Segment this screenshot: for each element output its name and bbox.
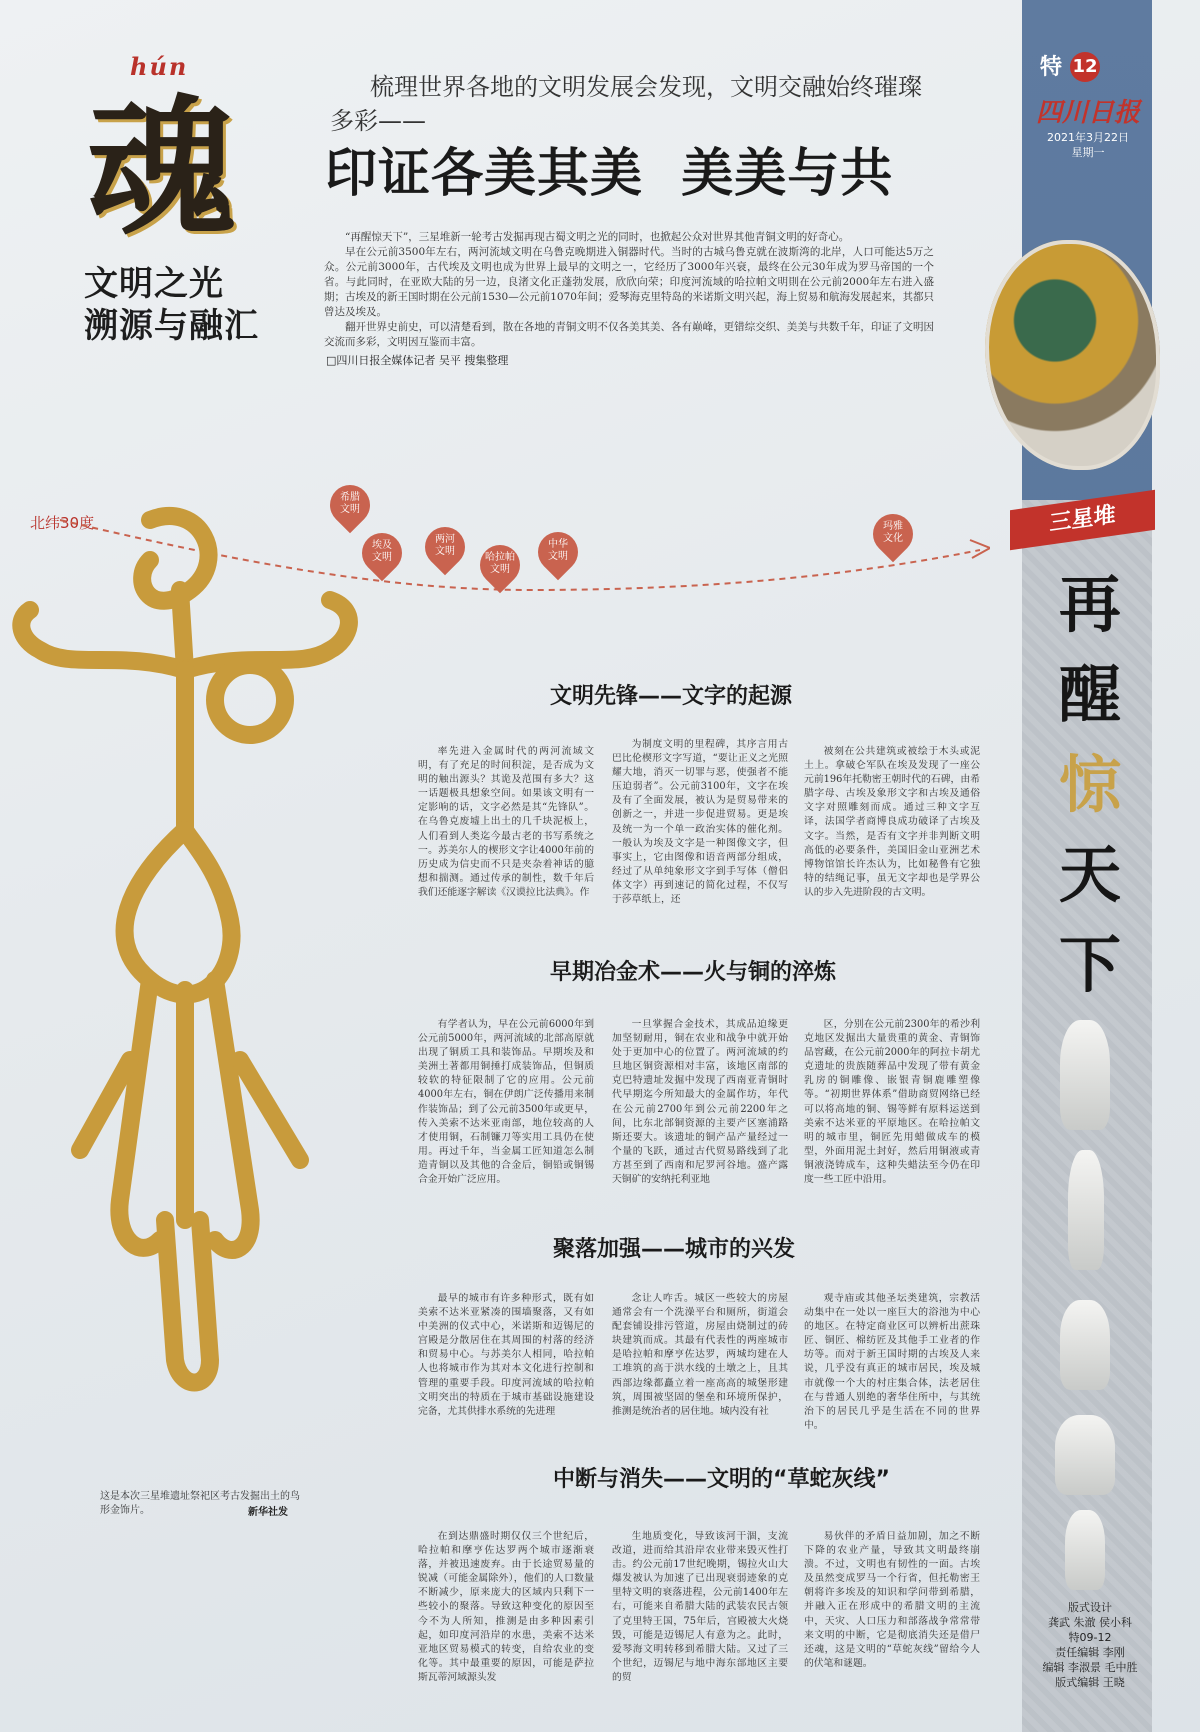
sanxingdui-tag: 三星堆 [1010, 490, 1155, 550]
kicker: 梳理世界各地的文明发展会发现，文明交融始终璀璨多彩—— [330, 73, 922, 135]
section-heading: 聚落加强——城市的兴发 [553, 1237, 796, 1262]
section-column [804, 1018, 980, 1187]
credit-line: 特09-12 [1068, 1631, 1112, 1644]
vertical-title [1050, 560, 1130, 1010]
lede-paragraph: 早在公元前3500年左右，两河流域文明在乌鲁克晚期进入铜器时代。当时的古城乌鲁克就在波斯湾的北岸，人口可能达5万之众。公元前3000年，古代埃及文明也成为世界上最早的文明之一，它经历了3000年兴衰，最终在公元30年成为罗马帝国的一个省。与此同时，在亚欧大陆的另一边，良渚文化正蓬勃发展，欣欣向荣；印度河流域的哈拉帕文明則在公元前2000年左右进入盛期；古埃及的新王国时期在公元前1530—公元前1070年间；爱琴海克里特岛的米诺斯文明兴起，海上贸易和航海发展起来，其都只曾达及埃及。 [324, 246, 934, 318]
paragraph: 生地质变化，导致该河干涸，支流改道，进而给其沿岸农业带来毁灭性打击。约公元前17世纪晚期，锡拉火山大爆发被认为加速了已出现衰弱迹象的克里特文明的衰落进程，公元前1400年左右，可能来自希腊大陆的武装农民古领了克里特王国，75年后，宫殿被大火烧毁，可能是迈锡尼人有意为之。此时，爱琴海文明转移到希腊大陆。又过了三个世纪，迈锡尼与地中海东部地区主要的贸 [612, 1531, 788, 1683]
paragraph: 念让人咋舌。城区一些较大的房屋通常会有一个洗澡平台和厕所，街道会配套铺设排污管道，房屋由烧制过的砖块建筑而成。其最有代表性的两座城市是哈拉帕和摩亨佐达罗，两城均建在人工堆筑的高于洪水线的土墩之上，且其西部边缘都矗立着一座高高的城堡形建筑，周围被坚固的堡垒和环境所保护，推测是统治者的居住地。城内没有社 [612, 1293, 788, 1417]
credit-line: 版式编辑 王晓 [1055, 1676, 1125, 1689]
artifact-image [1065, 1510, 1105, 1590]
latitude-label: 北纬30度 [30, 514, 95, 532]
paragraph: 易伙伴的矛盾日益加剧，加之不断下降的农业产量，导致其文明最终崩溃。不过，文明也有韧性的一面。古埃及虽然变成罗马一个行省，但托勒密王朝将许多埃及的知识和学问带到希腊，并融入正在形成中的希腊文明的主流中，天灾、人口压力和部落战争常常带来文明的中断，它是彻底消失还是借尸还魂，这是文明的“草蛇灰线”留给今人的伏笔和谜题。 [804, 1531, 980, 1669]
section-column [612, 1018, 788, 1187]
page-number: 12 [1070, 52, 1100, 82]
issue-date-block [1040, 130, 1136, 160]
section-column [804, 1530, 980, 1671]
pin-label: 埃及 文明 [372, 540, 392, 563]
section-column [804, 1292, 980, 1433]
artifact-image [1055, 1415, 1115, 1495]
section-column [418, 1018, 594, 1187]
artifact-image [1060, 1020, 1110, 1130]
masthead-sub-2: 溯源与融汇 [84, 306, 259, 346]
pin-label: 玛雅 文化 [883, 521, 903, 544]
paragraph: 被刻在公共建筑或被绘于木头或泥土上。拿破仑军队在埃及发现了一座公元前196年托勒密王朝时代的石碑，由希腊字母、古埃及象形文字和古埃及通俗文字对照雕刻而成。通过三种文字互译，法国学者商博良成功破译了古埃及文字。当然，是否有文字并非判断文明高低的必要条件，美国旧金山亚洲艺术博物馆馆长许杰认为，比如秘鲁有它独特的结绳记事，虽无文字却也是学界公认的步入先进阶段的古文明。 [804, 746, 980, 898]
issue-weekday: 星期一 [1071, 146, 1105, 159]
page-title: 印证各美其美 美美与共 [325, 144, 894, 204]
lede-paragraph: “再醒惊天下”，三星堆新一轮考古发掘再现古蜀文明之光的同时，也掀起公众对世界其他青铜文明的好奇心。 [345, 231, 850, 243]
gold-ornament-image [0, 500, 380, 1500]
section-column [418, 1292, 594, 1419]
section-column [612, 738, 788, 907]
paragraph: 区，分别在公元前2300年的希沙利克地区发掘出大量贵重的黄金、青铜饰品窖藏，在公元前2000年的阿拉卡胡尤克遗址的贵族随葬品中发现了带有黄金乳房的铜雕像、嵌银青铜鹿雕塑像等。“初期世界体系”借助商贸网络已经可以将高地的铜、锡等鲜有原料运送到美索不达米亚的平原地区。在哈拉帕文明的城市里，铜匠先用蜡做成车的模型，外面用泥土封好，然后用铜液或青铜液浇铸成车，这种失蜡法至今仍在印度一些工匠中沿用。 [804, 1019, 980, 1186]
artifact-image [1068, 1150, 1104, 1270]
artifact-image [1060, 1300, 1110, 1390]
masthead-pinyin: hún [130, 52, 189, 81]
vertical-title-char: 天 [1058, 838, 1121, 911]
credit-line: 编辑 李淑景 毛中胜 [1042, 1661, 1138, 1674]
credit-line: 版式设计 [1068, 1601, 1112, 1614]
byline: □四川日报全媒体记者 吴平 搜集整理 [326, 354, 509, 367]
pin-label: 中华 文明 [548, 539, 568, 562]
credit-line: 责任编辑 李刚 [1055, 1646, 1125, 1659]
section-heading: 早期冶金术——火与铜的淬炼 [550, 960, 837, 985]
image-caption: 这是本次三星堆遗址祭祀区考古发掘出土的鸟形金饰片。 [100, 1491, 300, 1516]
pin-label: 希腊 文明 [340, 492, 360, 515]
section-column [612, 1530, 788, 1685]
credits [1030, 1600, 1150, 1690]
vertical-title-char: 醒 [1058, 658, 1121, 731]
paragraph: 观寺庙或其他圣坛类建筑，宗教活动集中在一处以一座巨大的浴池为中心的地区。在特定商业区可以辨析出蔗珠匠、铜匠、棉纺匠及其他手工业者的作坊等。而对于新王国时期的古埃及人来说，几乎没有真正的城市居民，埃及城市就像一个大的村庄集合体，法老居住在与普通人别绝的奢华住所中，与其统治下的居民几乎是生活在不同的世界中。 [804, 1293, 980, 1431]
section-column [804, 745, 980, 900]
vertical-title-char: 惊 [1058, 748, 1121, 821]
lede [324, 230, 934, 350]
section-column [418, 1530, 594, 1685]
section-heading: 中断与消失——文明的“草蛇灰线” [553, 1467, 890, 1492]
photo-credit: 新华社发 [248, 1507, 288, 1518]
special-label: 特 [1040, 55, 1063, 80]
credit-line: 龚武 朱澈 侯小科 [1048, 1616, 1132, 1629]
pin-label: 两河 文明 [435, 534, 455, 557]
paragraph: 一旦掌握合金技术，其成品迫缘更加坚韧耐用，铜在农业和战争中就开始处于更加中心的位置了。两河流域的约旦地区铜资源相对丰富，该地区南部的克巴特遗址发掘中发现了西南亚青铜时代早期迄今所知最大的金属作坊，年代在公元前2700年到公元前2200年之间，比东北部铜资源的主要产区塞浦路斯还要大。该遗址的铜产品产量经过一个量的飞跃，通过古代贸易路线到了北方甚至到了西南和尼罗河谷地。盛产露天铜矿的安纳托利亚地 [612, 1019, 788, 1186]
paragraph: 为制度文明的里程碑，其序言用古巴比伦楔形文字写道，“要让正义之光照耀大地，消灭一切罪与恶，使强者不能压迫弱者”。公元前3100年，文字在埃及有了全面发展，被认为是贸易带来的创新之一，并进一步促进贸易。更是埃及统一为一个单一政治实体的催化剂。一般认为埃及文字是一种图像文字，但事实上，它由图像和语音两部分组成，经过了从单纯象形文字到手写体（僧侣体文字）再到速记的简化过程，不仅写于莎草纸上，还 [612, 739, 788, 906]
newspaper-name: 四川日报 [1036, 98, 1141, 128]
paragraph: 在到达鼎盛时期仅仅三个世纪后，哈拉帕和摩亨佐达罗两个城市逐渐衰落，并被迅速废弃。由于长途贸易量的锐减（可能金属除外），他们的人口数量不断减少，原来庞大的区域内只剩下一些较小的聚落。导致这种变化的原因至今不为人所知，推测是由多种因素引起，如印度河沿岸的水患，美索不达米亚地区贸易模式的转变，自给农业的变化等。其中最重要的原因，可能是萨拉斯瓦蒂河域源头发 [418, 1531, 594, 1683]
paragraph: 有学者认为，早在公元前6000年到公元前5000年，两河流域的北部高原就出现了铜质工具和装饰品。早期埃及和美洲土著都用铜捶打成装饰品，但铜质较软的特征限制了它的应用。公元前4000年左右，铜在伊朗广泛传播用来制作装饰品；到了公元前3500年或更早，传入美索不达米亚南部，地位较高的人才使用铜，石制镰刀等实用工具仍在使用。再过千年，当金属工匠知道怎么制造青铜以及其他的合金后，铜铅或铜锡合金开始广泛应用。 [418, 1019, 594, 1186]
lede-paragraph: 翻开世界史前史，可以清楚看到，散在各地的青铜文明不仅各美其美、各有巅峰，更错综交织、美美与共数千年，印证了文明因交流而多彩，文明因互鉴而丰富。 [324, 321, 934, 348]
vertical-title-char: 再 [1058, 568, 1121, 641]
section-heading: 文明先锋——文字的起源 [550, 684, 793, 709]
masthead-sub-1: 文明之光 [84, 264, 224, 304]
pin-label: 哈拉帕 文明 [485, 552, 515, 575]
issue-date: 2021年3月22日 [1047, 131, 1129, 144]
gold-mask-image [985, 240, 1160, 470]
section-column [612, 1292, 788, 1419]
paragraph: 最早的城市有许多种形式，既有如美索不达米亚紧凑的围墙聚落，又有如中美洲的仪式中心，米诺斯和迈锡尼的宫殿是分散居住在其周围的村落的经济和贸易中心。与苏美尔人相同，哈拉帕人也将城市作为其对本文化进行控制和管理的重要手段。印度河流域的哈拉帕文明突出的特质在于城市基础设施建设完备，尤其供排水系统的先进理 [418, 1293, 594, 1417]
paragraph: 率先进入金属时代的两河流域文明，有了充足的时间积淀，是否成为文明的触出源头？其诡及范围有多大？这一话题极具想象空间。如果该文明有一定影响的话，文字必然是其“先锋队”。在乌鲁克废墟上出土的几千块泥板上，人们看到人类迄今最古老的书写系统之一。苏美尔人的楔形文字让4000年前的历史成为信史而不只是夹杂着神话的臆想和揣测。通过传承的制性，数千年后我们还能逐字解读《汉谟拉比法典》。作 [418, 746, 594, 898]
masthead-logo-char: 魂 [86, 82, 237, 256]
section-column [418, 745, 594, 900]
vertical-title-char: 下 [1058, 928, 1121, 1001]
